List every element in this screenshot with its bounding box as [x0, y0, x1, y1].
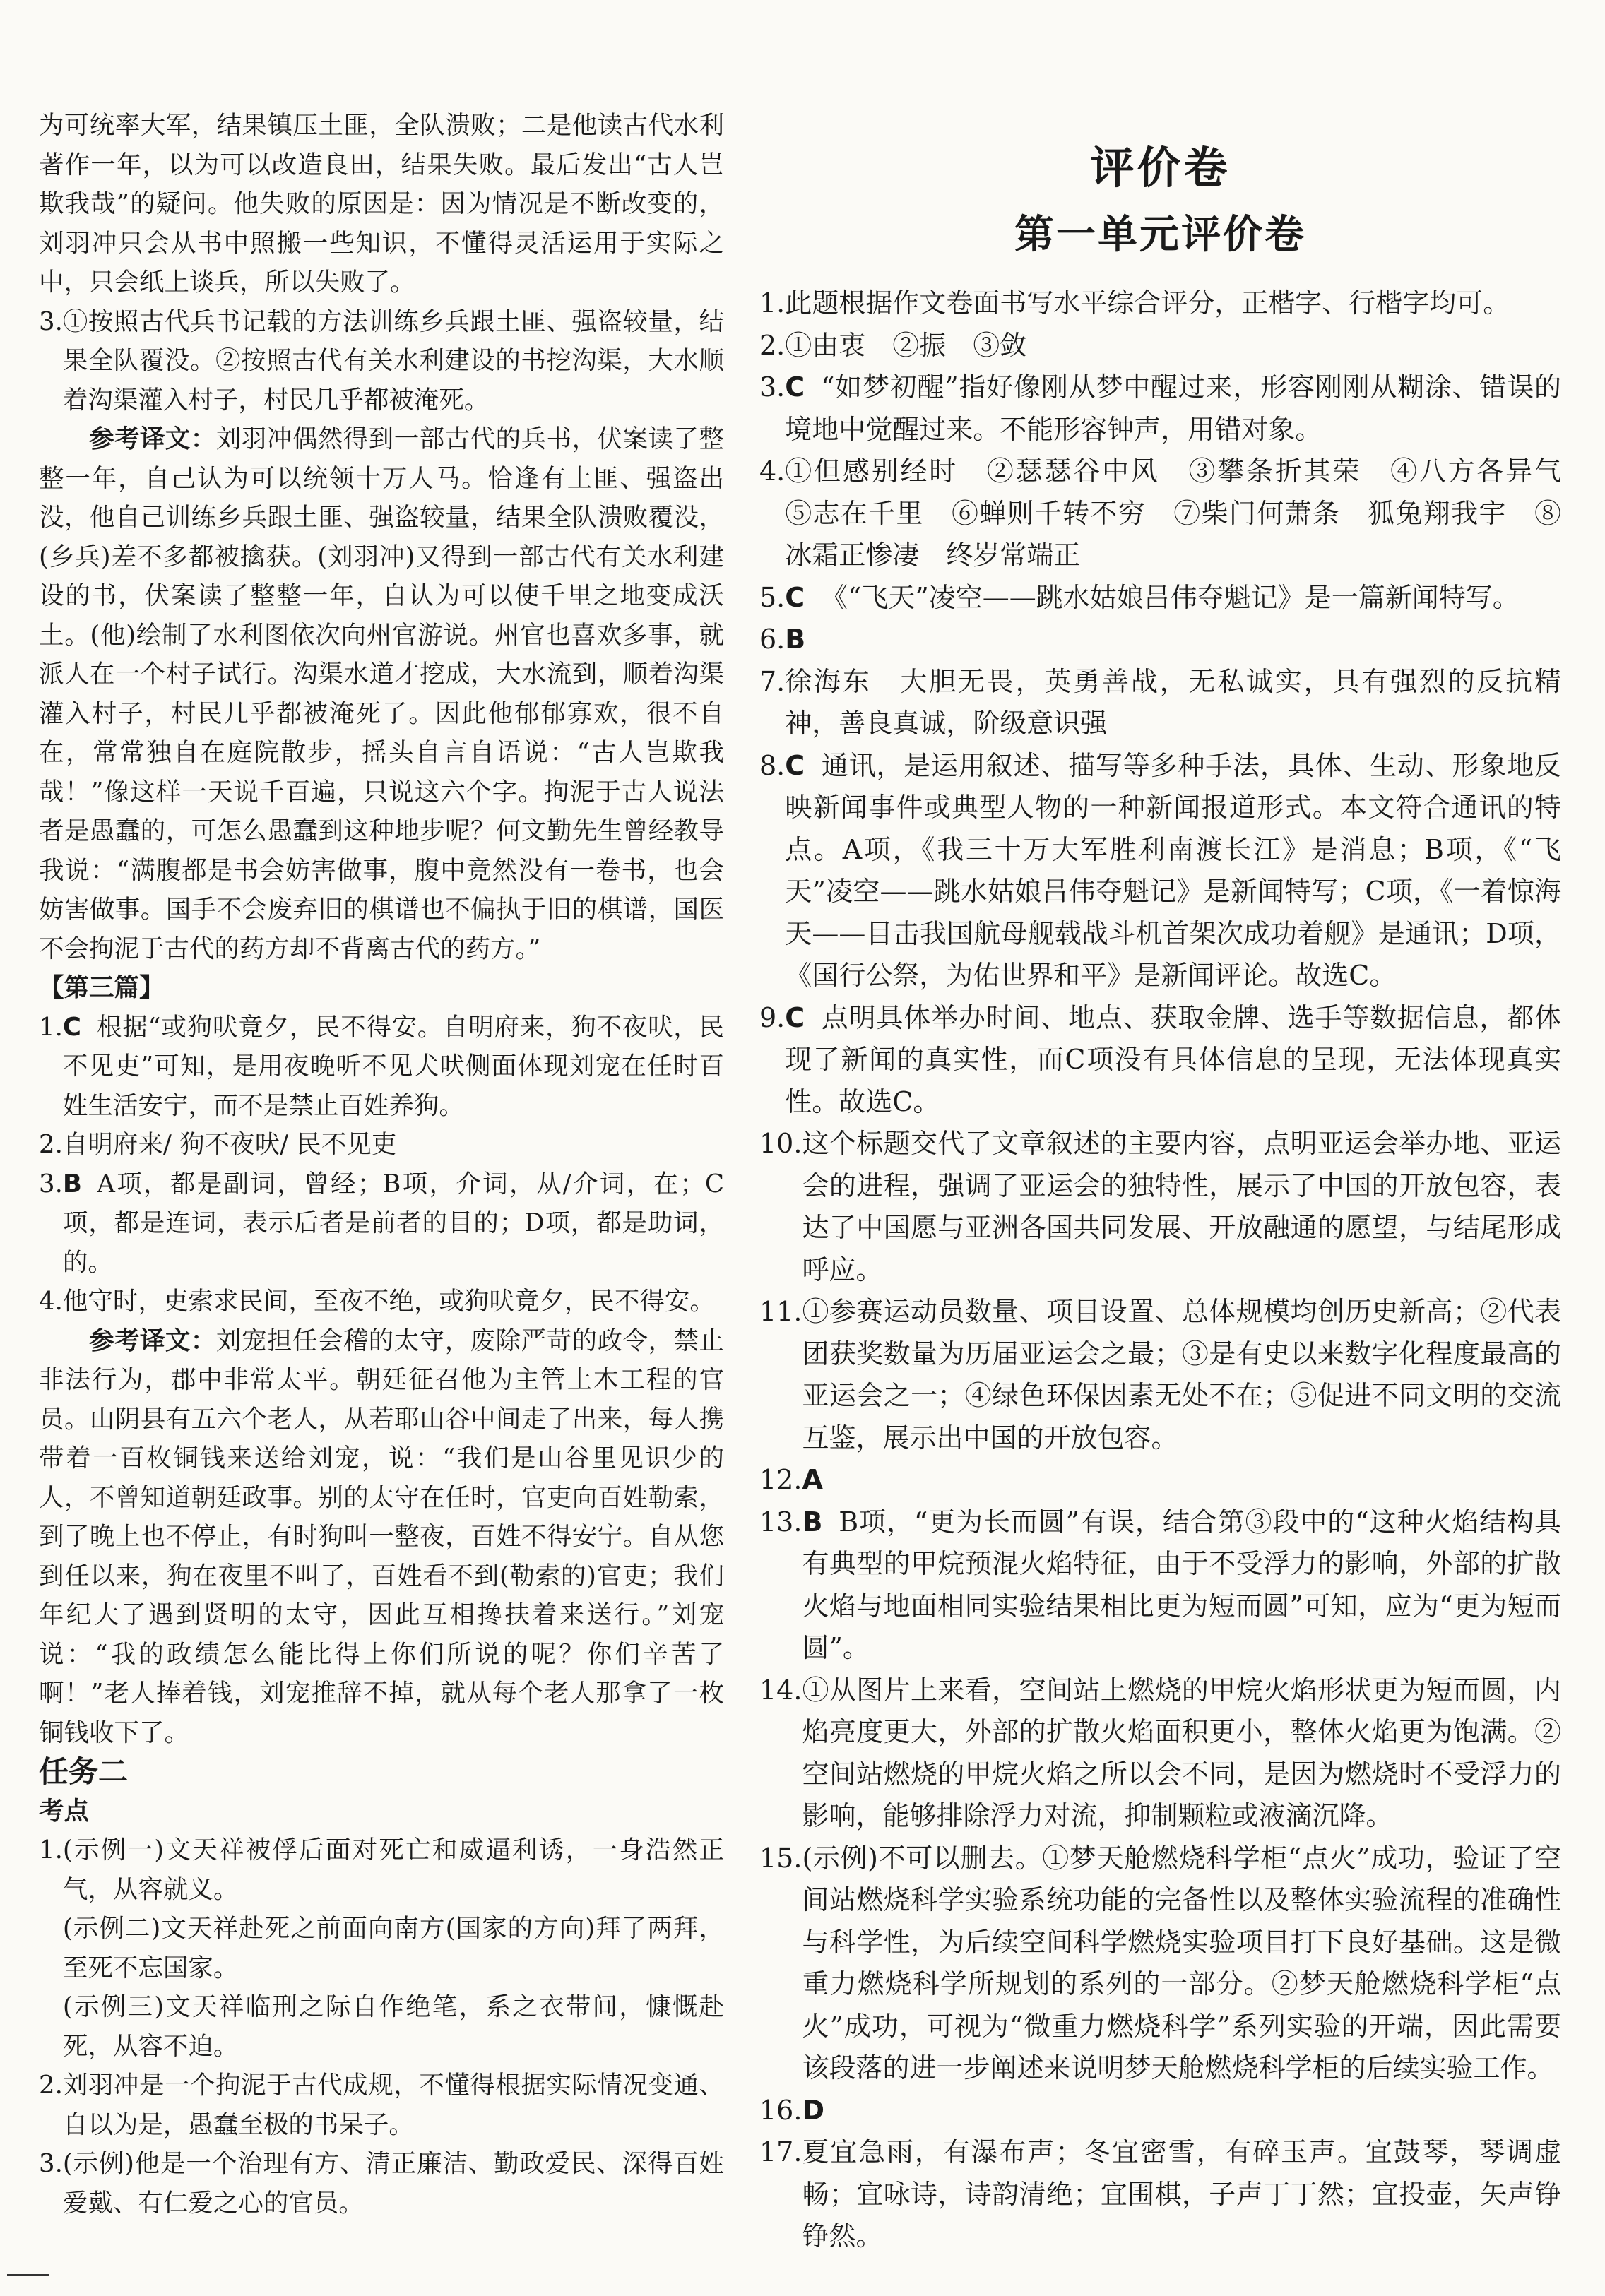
- item-number: 2.: [39, 2071, 63, 2100]
- item-body: [63, 1831, 724, 2066]
- item-body: [802, 2090, 1561, 2132]
- answer-choice: A: [802, 1464, 823, 1495]
- item-text: 根据“或狗吠竟夕，民不得安。自明府来，狗不夜吠，民不见吏”可知，是用夜晚听不见犬吠侧面体现刘宠在任时百姓生活安宁，而不是禁止百姓养狗。: [62, 1012, 724, 1120]
- left-column: [39, 106, 724, 2223]
- item-number: 4.: [39, 1287, 63, 1316]
- item-body: [802, 2131, 1561, 2258]
- item-number: 3.: [39, 2149, 63, 2178]
- item-body: [802, 1123, 1561, 1291]
- item-body: [63, 2144, 724, 2223]
- item-body: [63, 2066, 724, 2144]
- item-number: 2.: [759, 329, 786, 361]
- answer-choice: C: [62, 1012, 81, 1042]
- item-text: B项，“更为长而圆”有误，结合第③段中的“这种火焰结构具有典型的甲烷预混火焰特征，由于不受浮力的影响，外部的扩散火焰与地面相同实验结果相比更为短而圆”可知，应为“更为短而圆”。: [802, 1506, 1561, 1663]
- item-number: 9.: [759, 1001, 786, 1033]
- kaodian-list: [39, 1831, 724, 2223]
- task-heading: 任务二: [39, 1754, 129, 1789]
- translation-text: 刘羽冲偶然得到一部古代的兵书，伏案读了整整一年，自己认为可以统领十万人马。恰逢有土匪、强盗出没，他自己训练乡兵跟土匪、强盗较量，结果全队溃败覆没，(乡兵)差不多都被擒获。(刘羽冲)又得到一部古代有关水利建设的书，伏案读了整整一年，自认为可以使千里之地变成沃土。(他)绘制了水利图依次向州官游说。州官也喜欢多事，就派人在一个村子试行。沟渠水道才挖成，大水流到，顺着沟渠灌入村子，村民几乎都被淹死了。因此他郁郁寡欢，很不自在，常常独自在庭院散步，摇头自言自语说：“古人岂欺我哉！”像这样一天说千百遍，只说这六个字。拘泥于古人说法者是愚蠢的，可怎么愚蠢到这种地步呢？何文勤先生曾经教导我说：“满腹都是书会妨害做事，腹中竟然没有一卷书，也会妨害做事。国手不会废弃旧的棋谱也不偏执于旧的棋谱，国医不会拘泥于古代的药方却不背离古代的药方。”: [39, 424, 724, 963]
- item-body: [802, 1670, 1561, 1838]
- item-text: 《“飞天”凌空——跳水姑娘吕伟夺魁记》是一篇新闻特写。: [820, 581, 1520, 613]
- item-number: 1.: [39, 1836, 63, 1864]
- item-text: ①由衷 ②振 ③敛: [785, 329, 1027, 361]
- item-number: 8.: [759, 749, 786, 781]
- page-title: 评价卷: [1090, 142, 1231, 194]
- item-text: ①按照古代兵书记载的方法训练乡兵跟土匪、强盗较量，结果全队覆没。②按照古代有关水利建设的书挖沟渠，大水顺着沟渠灌入村子，村民几乎都被淹死。: [62, 307, 724, 415]
- item-text: A项，都是副词，曾经；B项，介词，从/介词，在；C项，都是连词，表示后者是前者的目的；D项，都是助词，的。: [62, 1169, 724, 1277]
- answer-list: [759, 282, 1589, 2258]
- item-body: [802, 1459, 1561, 1501]
- item-text: 徐海东 大胆无畏，英勇善战，无私诚实，具有强烈的反抗精神，善良真诚，阶级意识强: [785, 665, 1561, 739]
- item-number: 1.: [759, 287, 786, 319]
- answer-item: [759, 1459, 1561, 1501]
- item-body: [785, 745, 1561, 997]
- item-number: 16.: [759, 2094, 802, 2126]
- answer-item: [39, 1282, 724, 1321]
- item-body: [802, 1291, 1561, 1459]
- answer-choice: C: [785, 749, 805, 781]
- answer-item: [759, 745, 1561, 997]
- item-body: [785, 661, 1561, 745]
- answer-choice: B: [62, 1169, 82, 1198]
- continued-answer: 为可统率大军，结果镇压土匪，全队溃败；二是他读古代水利著作一年，以为可以改造良田，结果失败。最后发出“古人岂欺我哉”的疑问。他失败的原因是：因为情况是不断改变的，刘羽冲只会从书中照搬一些知识，不懂得灵活运用于实际之中，只会纸上谈兵，所以失败了。: [39, 111, 724, 297]
- answer-choice: B: [785, 624, 806, 655]
- item-body: [785, 619, 1561, 661]
- item-text: 通讯，是运用叙述、描写等多种手法，具体、生动、形象地反映新闻事件或典型人物的一种新闻报道形式。本文符合通讯的特点。A项，《我三十万大军胜利南渡长江》是消息；B项，《“飞天”凌空——跳水姑娘吕伟夺魁记》是新闻特写；C项，《一着惊海天——目击我国航母舰载战斗机首架次成功着舰》是通讯；D项，《国行公祭，为佑世界和平》是新闻评论。故选C。: [785, 749, 1561, 991]
- answer-choice: D: [802, 2094, 824, 2126]
- item-number: 3.: [39, 307, 63, 336]
- section-heading: 【第三篇】: [39, 973, 165, 1002]
- item-number: 1.: [39, 1012, 63, 1042]
- answer-item: [759, 1670, 1561, 1838]
- item-text: 点明具体举办时间、地点、获取金牌、选手等数据信息，都体现了新闻的真实性，而C项没有具体信息的呈现，无法体现真实性。故选C。: [785, 1001, 1561, 1117]
- answer-item: [759, 577, 1561, 619]
- kaodian-item: [39, 2144, 724, 2223]
- item-number: 5.: [759, 581, 786, 613]
- answer-item: [759, 367, 1561, 451]
- item-number: 17.: [759, 2136, 802, 2167]
- translation-text: 刘宠担任会稽的太守，废除严苛的政令，禁止非法行为，郡中非常太平。朝廷征召他为主管土木工程的官员。山阴县有五六个老人，从若耶山谷中间走了出来，每人携带着一百枚铜钱来送给刘宠，说：“我们是山谷里见识少的人，不曾知道朝廷政事。别的太守在任时，官吏向百姓勒索，到了晚上也不停止，有时狗叫一整夜，百姓不得安宁。自从您到任以来，狗在夜里不叫了，百姓看不到(勒索的)官吏；我们年纪大了遇到贤明的太守，因此互相搀扶着来送行。”刘宠说：“我的政绩怎么能比得上你们所说的呢？你们辛苦了啊！”老人捧着钱，刘宠推辞不掉，就从每个老人那拿了一枚铜钱收下了。: [39, 1326, 724, 1747]
- item-body: [785, 451, 1589, 577]
- answer-item: [759, 2131, 1561, 2258]
- item-text: ①参赛运动员数量、项目设置、总体规模均创历史新高；②代表团获奖数量为历届亚运会之最；③是有史以来数字化程度最高的亚运会之一；④绿色环保因素无处不在；⑤促进不同文明的交流互鉴，展示出中国的开放包容。: [802, 1296, 1561, 1453]
- page-subtitle: 第一单元评价卷: [1014, 212, 1306, 258]
- item-text: 此题根据作文卷面书写水平综合评分，正楷字、行楷字均可。: [785, 287, 1510, 319]
- item-body: [785, 325, 1561, 367]
- item-number: 12.: [759, 1464, 802, 1495]
- item-number: 10.: [759, 1128, 802, 1159]
- answer-choice: C: [785, 371, 805, 403]
- item-paragraph: (示例一)文天祥被俘后面对死亡和威逼利诱，一身浩然正气，从容就义。: [62, 1836, 724, 1904]
- answer-item: [759, 282, 1561, 325]
- kaodian-heading: 考点: [39, 1796, 90, 1826]
- answer-item: [39, 1165, 724, 1283]
- item-number: 14.: [759, 1674, 802, 1706]
- item-number: 15.: [759, 1842, 802, 1874]
- item-text: 夏宜急雨，有瀑布声；冬宜密雪，有碎玉声。宜鼓琴，琴调虚畅；宜咏诗，诗韵清绝；宜围棋，子声丁丁然；宜投壶，矢声铮铮然。: [802, 2136, 1561, 2252]
- answer-item: [759, 2090, 1561, 2132]
- answer-item: [759, 451, 1589, 577]
- item-text: 自明府来/ 狗不夜吠/ 民不见吏: [62, 1130, 397, 1159]
- item-paragraph: 刘羽冲是一个拘泥于古代成规，不懂得根据实际情况变通、自以为是，愚蠢至极的书呆子。: [62, 2071, 724, 2139]
- answer-item: [759, 661, 1561, 745]
- translation-label: 参考译文：: [89, 424, 216, 453]
- answer-item: [39, 1125, 724, 1165]
- answer-item: [759, 997, 1561, 1124]
- section3-list: [39, 1008, 724, 1321]
- translation-2: [39, 1321, 724, 1753]
- item-number: 6.: [759, 624, 786, 655]
- item-number: 7.: [759, 665, 786, 697]
- kaodian-item: [39, 2066, 724, 2144]
- answer-item: [39, 1008, 724, 1126]
- item-body: [802, 1838, 1561, 2090]
- item-body: [802, 1501, 1561, 1670]
- item-body: [785, 577, 1561, 619]
- item-text: ①但感别经时 ②瑟瑟谷中风 ③攀条折其荣 ④八方各异气 ⑤志在千里 ⑥蝉则千转不穷 ⑦柴门何萧条 狐兔翔我宇 ⑧冰霜正惨凄 终岁常端正: [785, 456, 1589, 571]
- q3-item: [39, 302, 724, 420]
- item-number: 3.: [759, 371, 786, 403]
- answer-item: [759, 1123, 1561, 1291]
- item-body: [785, 282, 1561, 325]
- item-body: [63, 1125, 724, 1165]
- item-paragraph: (示例)他是一个治理有方、清正廉洁、勤政爱民、深得百姓爱戴、有仁爱之心的官员。: [62, 2149, 724, 2218]
- item-body: [63, 1165, 724, 1283]
- item-number: 13.: [759, 1506, 802, 1537]
- answer-item: [759, 619, 1561, 661]
- translation-1: [39, 420, 724, 968]
- translation-label: 参考译文：: [89, 1326, 216, 1355]
- kaodian-item: [39, 1831, 724, 2066]
- item-body: [785, 997, 1561, 1124]
- answer-item: [759, 1501, 1561, 1670]
- item-text: 他守时，吏索求民间，至夜不绝，或狗吠竟夕，民不得安。: [62, 1287, 715, 1316]
- answer-item: [759, 325, 1561, 367]
- item-body: [63, 1008, 724, 1126]
- item-text: (示例)不可以删去。①梦天舱燃烧科学柜“点火”成功，验证了空间站燃烧科学实验系统功能的完备性以及整体实验流程的准确性与科学性，为后续空间科学燃烧实验项目打下良好基础。这是微重力燃烧科学所规划的系列的一部分。②梦天舱燃烧科学柜“点火”成功，可视为“微重力燃烧科学”系列实验的开端，因此需要该段落的进一步阐述来说明梦天舱燃烧科学柜的后续实验工作。: [802, 1842, 1561, 2083]
- item-body: [63, 1282, 724, 1321]
- item-paragraph: (示例三)文天祥临刑之际自作绝笔，系之衣带间，慷慨赴死，从容不迫。: [62, 1992, 724, 2061]
- item-text: “如梦初醒”指好像刚从梦中醒过来，形容刚刚从糊涂、错误的境地中觉醒过来。不能形容钟声，用错对象。: [785, 371, 1561, 445]
- item-number: 3.: [39, 1169, 63, 1198]
- answer-choice: B: [802, 1506, 823, 1537]
- answer-item: [759, 1838, 1561, 2090]
- item-body: [785, 367, 1561, 451]
- answer-choice: C: [785, 581, 805, 613]
- item-number: 4.: [759, 456, 786, 487]
- item-paragraph: (示例二)文天祥赴死之前面向南方(国家的方向)拜了两拜，至死不忘国家。: [62, 1914, 724, 1982]
- right-column: [759, 99, 1589, 2258]
- item-text: 这个标题交代了文章叙述的主要内容，点明亚运会举办地、亚运会的进程，强调了亚运会的独特性，展示了中国的开放包容，表达了中国愿与亚洲各国共同发展、开放融通的愿望，与结尾形成呼应。: [802, 1128, 1561, 1285]
- item-number: 11.: [759, 1296, 802, 1327]
- footer-divider: [7, 2274, 49, 2276]
- item-text: ①从图片上来看，空间站上燃烧的甲烷火焰形状更为短而圆，内焰亮度更大，外部的扩散火焰面积更小，整体火焰更为饱满。②空间站燃烧的甲烷火焰之所以会不同，是因为燃烧时不受浮力的影响，能够排除浮力对流，抑制颗粒或液滴沉降。: [802, 1674, 1561, 1831]
- answer-choice: C: [785, 1001, 805, 1033]
- item-number: 2.: [39, 1130, 63, 1159]
- answer-item: [759, 1291, 1561, 1459]
